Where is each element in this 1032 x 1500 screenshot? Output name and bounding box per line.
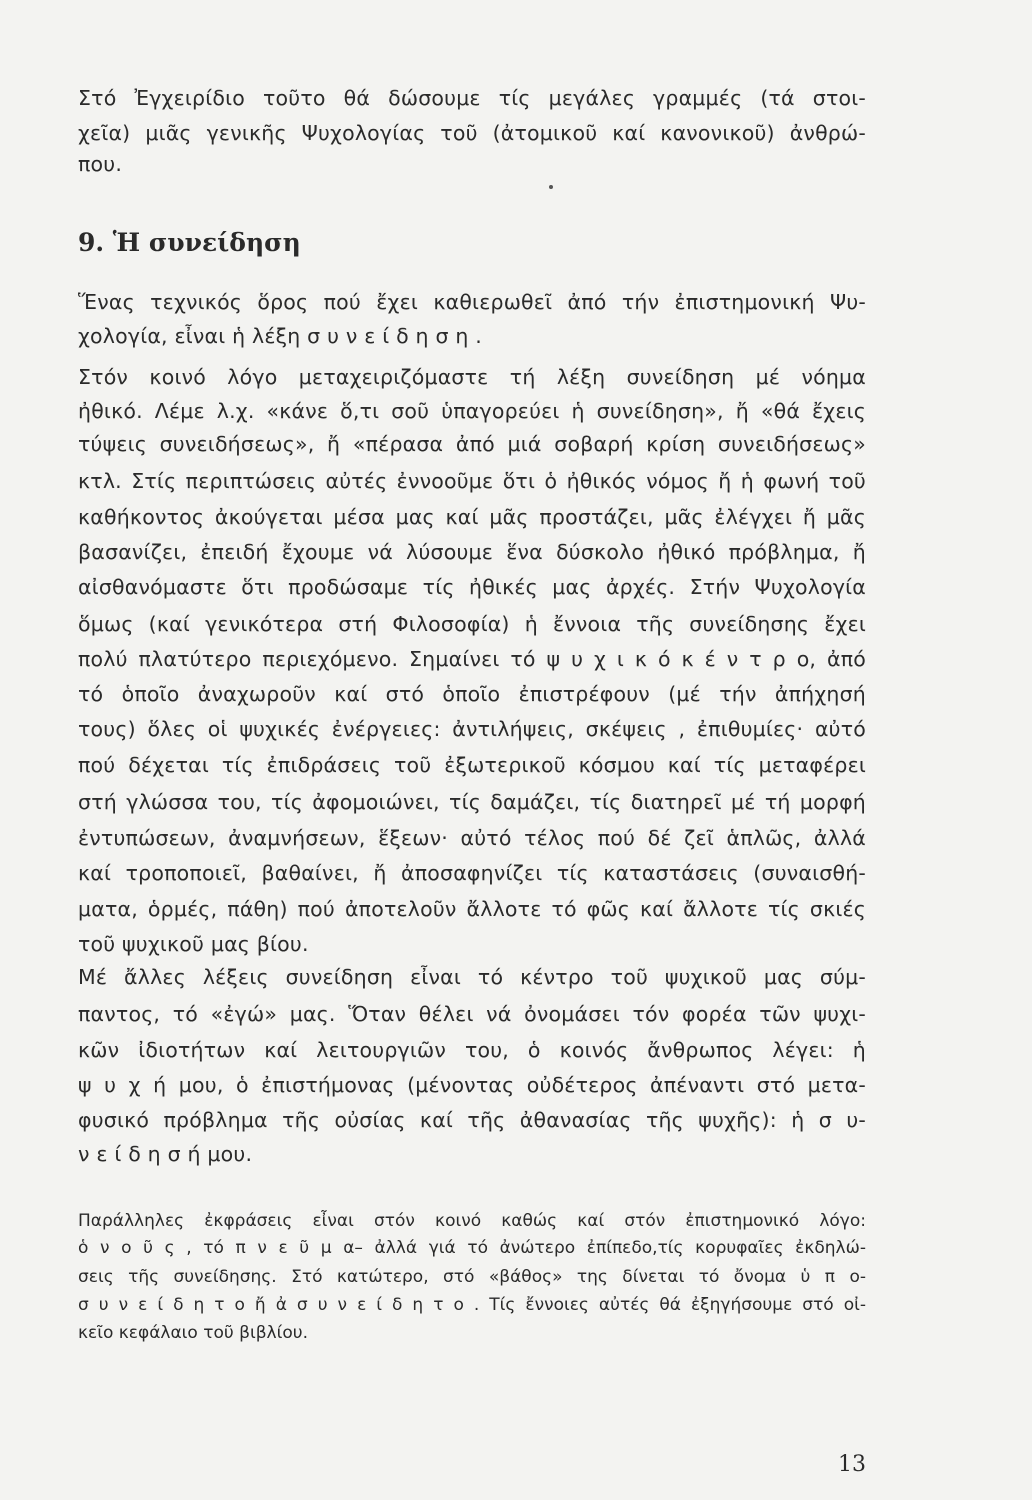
body-line: καθήκοντος ἀκούγεται μέσα μας καί μᾶς προστάζει, μᾶς ἐλέγχει ἤ μᾶς — [78, 505, 866, 529]
body-line: ν ε ί δ η σ ή μου. — [78, 1142, 253, 1166]
body-line: τό ὁποῖο ἀναχωροῦν καί στό ὁποῖο ἐπιστρέφουν (μέ τήν ἀπήχησή — [78, 682, 866, 706]
page-number: 13 — [838, 1452, 866, 1477]
body-line: ἠθικό. Λέμε λ.χ. «κάνε ὅ,τι σοῦ ὑπαγορεύει ἡ συνείδηση», ἤ «θά ἔχεις — [78, 399, 866, 423]
body-line: ψ υ χ ή μου, ὁ ἐπιστήμονας (μένοντας οὐδέτερος ἀπέναντι στό μετα- — [78, 1073, 866, 1097]
body-line: τους) ὅλες οἱ ψυχικές ἐνέργειες: ἀντιλήψεις, σκέψεις , ἐπιθυμίες· αὐτό — [78, 717, 866, 741]
body-line: ὅμως (καί γενικότερα στή Φιλοσοφία) ἡ ἔννοια τῆς συνείδησης ἔχει — [78, 612, 866, 636]
intro-line: Στό Ἐγχειρίδιο τοῦτο θά δώσουμε τίς μεγάλες γραμμές (τά στοι- — [78, 86, 866, 110]
ink-speck — [549, 185, 553, 189]
body-line: στή γλώσσα του, τίς ἀφομοιώνει, τίς δαμάζει, τίς διατηρεῖ μέ τή μορφή — [78, 790, 866, 814]
body-line: Μέ ἄλλες λέξεις συνείδηση εἶναι τό κέντρο τοῦ ψυχικοῦ μας σύμ- — [78, 965, 866, 989]
intro-line: που. — [78, 152, 123, 176]
body-line: ἐντυπώσεων, ἀναμνήσεων, ἕξεων· αὐτό τέλος πού δέ ζεῖ ἁπλῶς, ἀλλά — [78, 826, 866, 850]
body-line: πολύ πλατύτερο περιεχόμενο. Σημαίνει τό ψ υ χ ι κ ό κ έ ν τ ρ ο, ἀπό — [78, 647, 866, 671]
body-line: κτλ. Στίς περιπτώσεις αὐτές ἐννοοῦμε ὅτι ὁ ἠθικός νόμος ἤ ἡ φωνή τοῦ — [78, 469, 866, 493]
footnote-line: κεῖο κεφάλαιο τοῦ βιβλίου. — [78, 1323, 308, 1343]
body-line: Ἕνας τεχνικός ὅρος πού ἔχει καθιερωθεῖ ἀπό τήν ἐπιστημονική Ψυ- — [78, 290, 866, 314]
body-line: βασανίζει, ἐπειδή ἔχουμε νά λύσουμε ἕνα δύσκολο ἠθικό πρόβλημα, ἤ — [78, 540, 866, 564]
body-line: Στόν κοινό λόγο μεταχειριζόμαστε τή λέξη συνείδηση μέ νόημα — [78, 365, 866, 389]
body-line: κῶν ἰδιοτήτων καί λειτουργιῶν του, ὁ κοινός ἄνθρωπος λέγει: ἡ — [78, 1038, 866, 1062]
footnote-line: ὁ ν ο ῦ ς , τό π ν ε ῦ μ α– ἀλλά γιά τό ἀνώτερο ἐπίπεδο,τίς κορυφαῖες ἐκδηλώ- — [78, 1238, 866, 1258]
body-line: παντος, τό «ἐγώ» μας. Ὅταν θέλει νά ὀνομάσει τόν φορέα τῶν ψυχι- — [78, 1002, 866, 1026]
footnote-line: Παράλληλες ἐκφράσεις εἶναι στόν κοινό καθώς καί στόν ἐπιστημονικό λόγο: — [78, 1211, 866, 1231]
body-line: καί τροποποιεῖ, βαθαίνει, ἤ ἀποσαφηνίζει τίς καταστάσεις (συναισθή- — [78, 861, 866, 885]
body-line: αἰσθανόμαστε ὅτι προδώσαμε τίς ἠθικές μας ἀρχές. Στήν Ψυχολογία — [78, 575, 866, 599]
body-line: φυσικό πρόβλημα τῆς οὐσίας καί τῆς ἀθανασίας τῆς ψυχῆς): ἡ σ υ- — [78, 1108, 866, 1132]
intro-line: χεῖα) μιᾶς γενικῆς Ψυχολογίας τοῦ (ἀτομικοῦ καί κανονικοῦ) ἀνθρώ- — [78, 121, 866, 145]
footnote-line: σεις τῆς συνείδησης. Στό κατώτερο, στό «βάθος» της δίνεται τό ὄνομα ὑ π ο- — [78, 1267, 866, 1287]
body-line: ματα, ὁρμές, πάθη) πού ἀποτελοῦν ἄλλοτε τό φῶς καί ἄλλοτε τίς σκιές — [78, 897, 866, 921]
section-heading: 9. Ἡ συνείδηση — [78, 228, 301, 257]
body-line: τύψεις συνειδήσεως», ἤ «πέρασα ἀπό μιά σοβαρή κρίση συνειδήσεως» — [78, 432, 866, 456]
body-line: τοῦ ψυχικοῦ μας βίου. — [78, 932, 309, 956]
footnote-line: σ υ ν ε ί δ η τ ο ἤ ἀ σ υ ν ε ί δ η τ ο . Τίς ἔννοιες αὐτές θά ἐξηγήσουμε στό οἰ- — [78, 1295, 866, 1315]
body-line: χολογία, εἶναι ἡ λέξη σ υ ν ε ί δ η σ η . — [78, 324, 482, 348]
body-line: πού δέχεται τίς ἐπιδράσεις τοῦ ἐξωτερικοῦ κόσμου καί τίς μεταφέρει — [78, 753, 866, 777]
